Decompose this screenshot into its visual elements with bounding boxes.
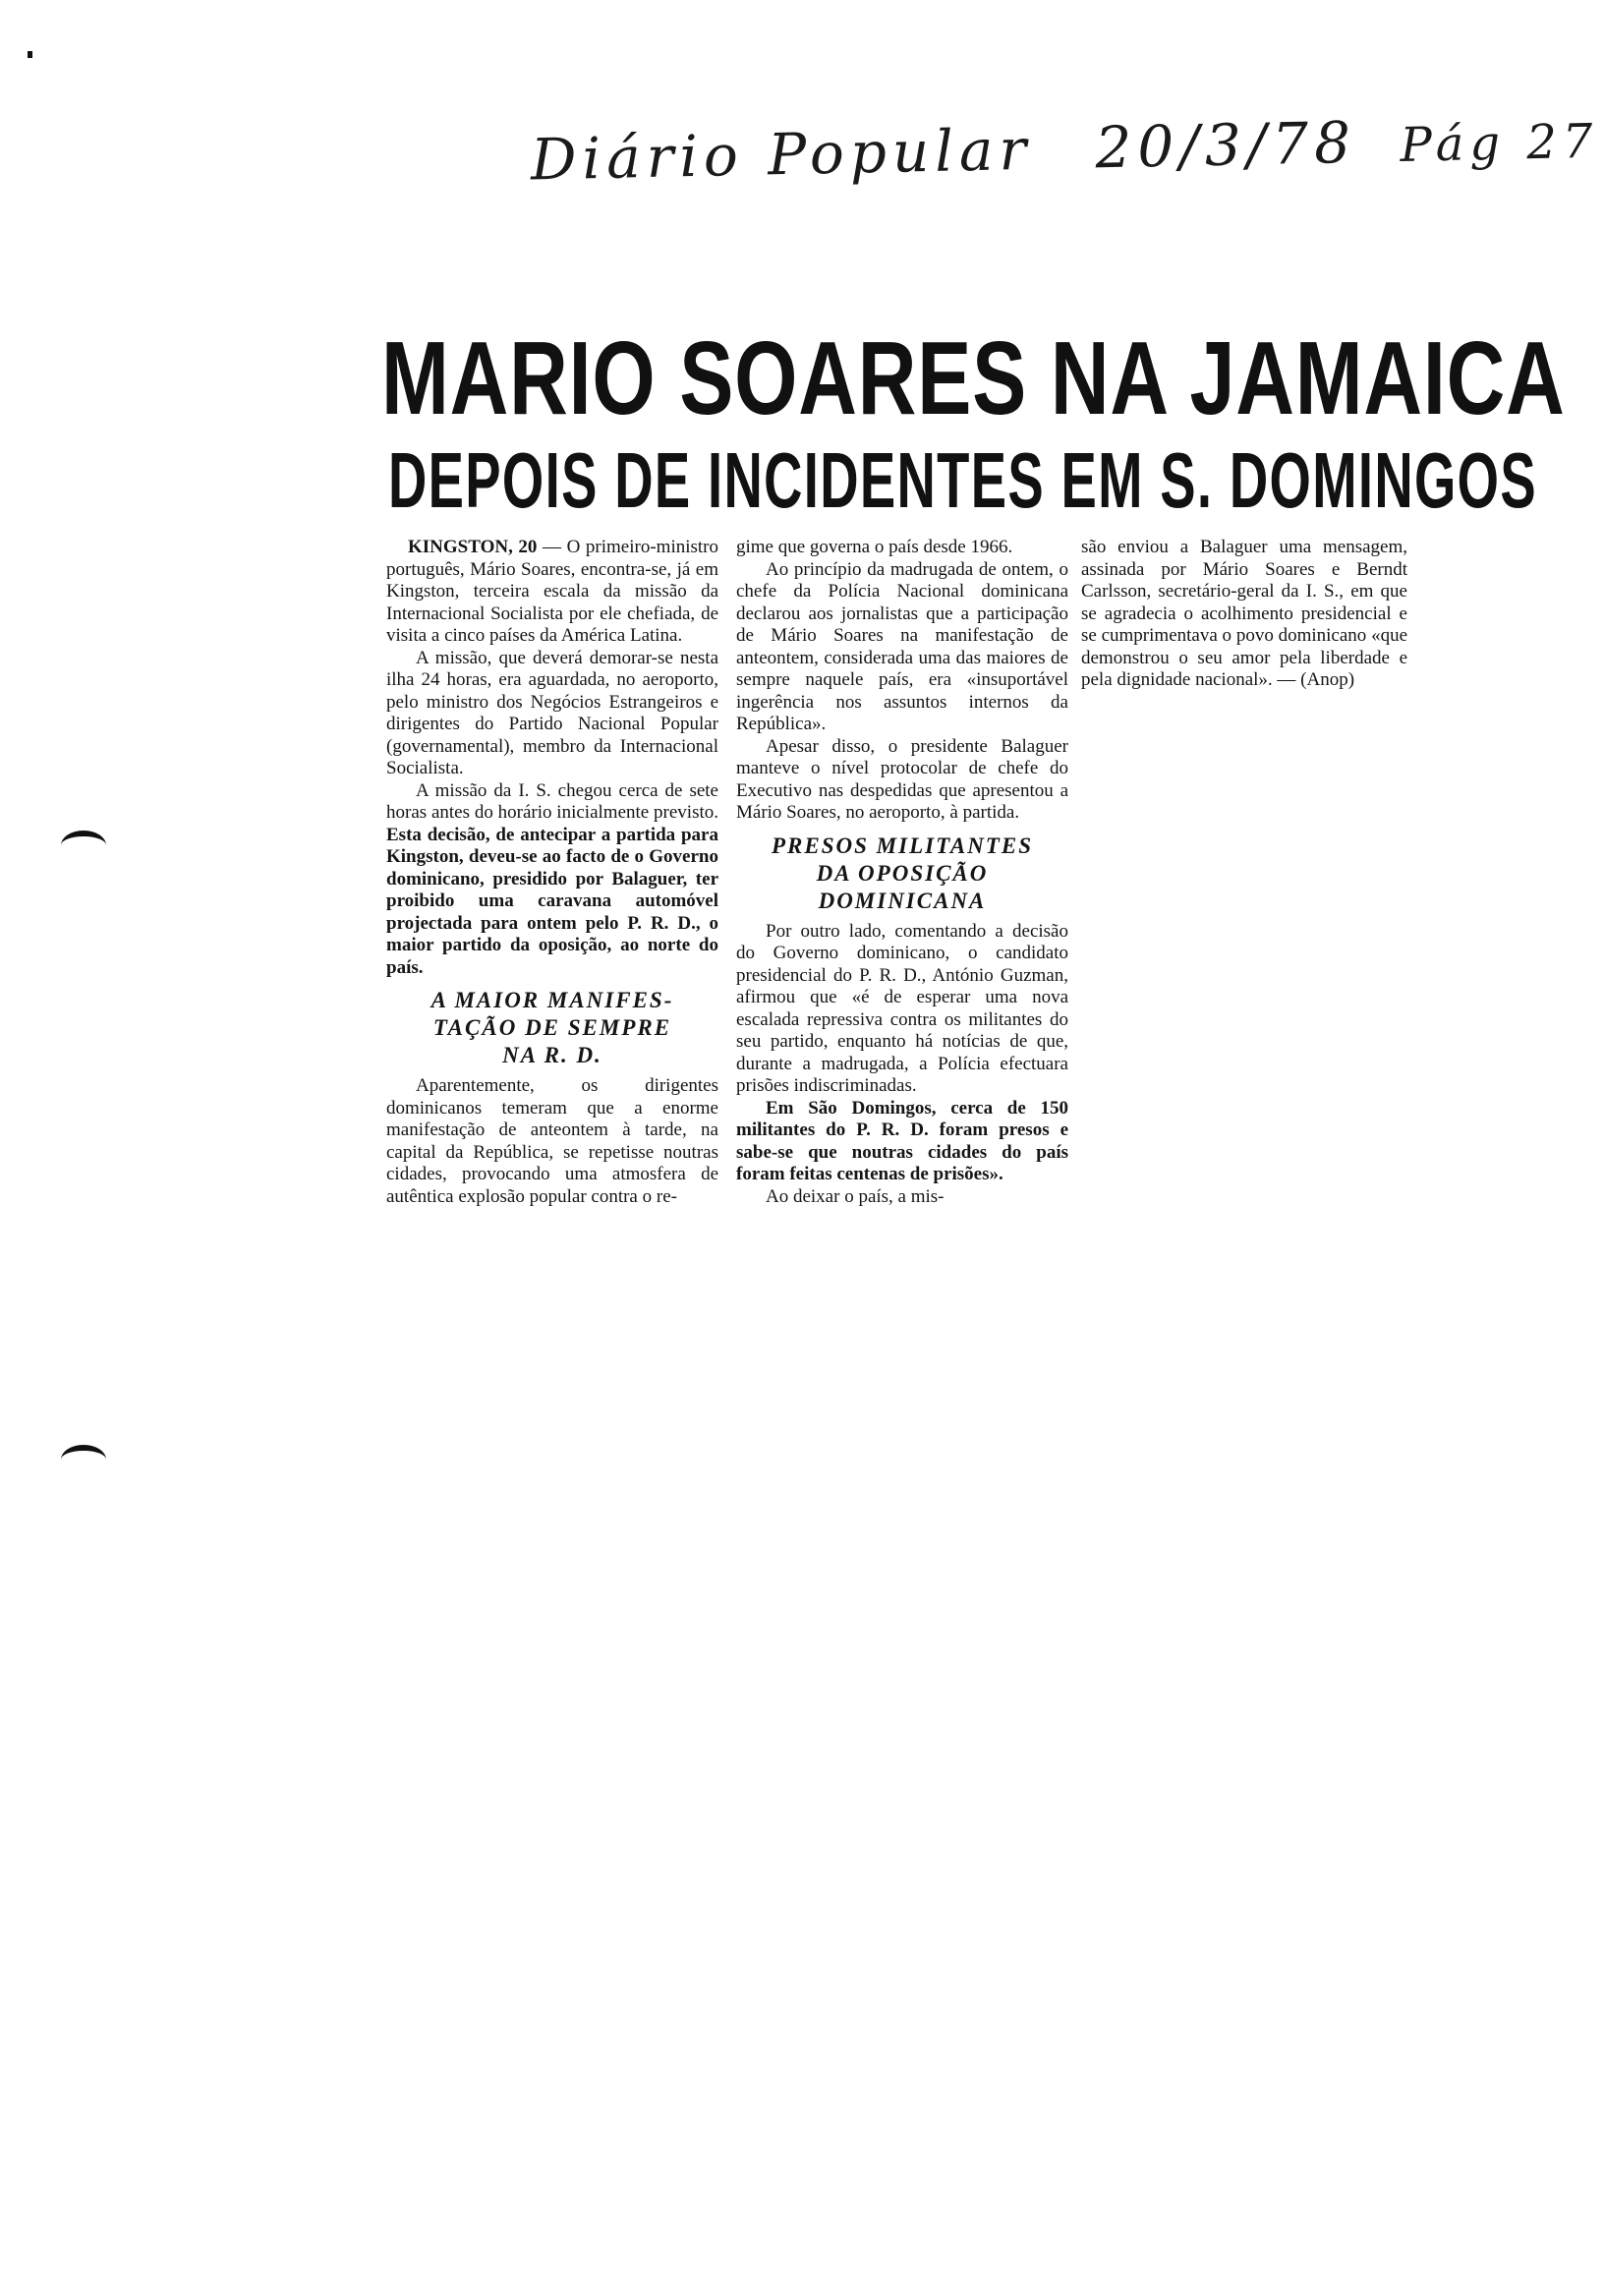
handwritten-annotation bbox=[530, 106, 1599, 205]
handwritten-publication: Diário Popular bbox=[530, 115, 1033, 194]
scan-speck bbox=[28, 51, 32, 58]
handwritten-date: 20/3/78 bbox=[1094, 108, 1357, 182]
crosshead-presos-militantes: PRESOS MILITANTES DA OPOSIÇÃO DOMINICANA bbox=[772, 832, 1033, 913]
paragraph: gime que governa o país desde 1966. bbox=[736, 537, 1013, 557]
paragraph: Em São Domingos, cerca de 150 militantes do P. R. D. foram presos e sabe-se que noutras cidades do país foram feitas centenas de prisões». bbox=[736, 1097, 1068, 1184]
paragraph: A missão, que deverá demorar-se nesta ilha 24 horas, era aguardada, no aeroporto, pelo ministro dos Negócios Estrangeiros e dirigentes do Partido Nacional Popular (governamental), membro da Internacional Socialista. bbox=[386, 647, 718, 778]
article-column-1 bbox=[386, 537, 718, 1208]
paragraph: KINGSTON, 20 — O primeiro-ministro português, Mário Soares, encontra-se, já em Kingston, terceira escala da missão da Internacional Socialista por ele chefiada, de visita a cinco países da América Latina. bbox=[386, 537, 718, 646]
article-headline: MARIO SOARES NA JAMAICA bbox=[381, 320, 1566, 436]
article-column-2 bbox=[736, 537, 1068, 1208]
punch-hole-mark bbox=[61, 1445, 106, 1474]
crosshead-maior-manifestacao: A MAIOR MANIFES- TAÇÃO DE SEMPRE NA R. D. bbox=[430, 988, 674, 1067]
punch-hole-mark bbox=[61, 831, 106, 860]
article-column-3 bbox=[1081, 537, 1407, 692]
paragraph: A missão da I. S. chegou cerca de sete horas antes do horário inicialmente previsto. Esta decisão, de antecipar a partida para Kingston, deveu-se ao facto de o Governo dominicano, presidido por Balaguer, ter proibido uma caravana automóvel projectada para ontem pelo P. R. D., o maior partido da oposição, ao norte do país. bbox=[386, 779, 718, 978]
handwritten-page: Pág 27 bbox=[1399, 113, 1599, 173]
paragraph: Apesar disso, o presidente Balaguer manteve o nível protocolar de chefe do Executivo nas despedidas que apresentou a Mário Soares, no aeroporto, à partida. bbox=[736, 735, 1068, 823]
paragraph: Ao princípio da madrugada de ontem, o chefe da Polícia Nacional dominicana declarou aos jornalistas que a participação de Mário Soares na manifestação de anteontem, considerada uma das maiores de sempre naquele país, era «insuportável ingerência nos assuntos internos da República». bbox=[736, 558, 1068, 734]
paragraph: Aparentemente, os dirigentes dominicanos temeram que a enorme manifestação de anteontem à tarde, na capital da República, se repetisse noutras cidades, provocando uma atmosfera de autêntica explosão popular contra o re- bbox=[386, 1075, 718, 1207]
paragraph: Ao deixar o país, a mis- bbox=[766, 1185, 945, 1207]
paragraph: Por outro lado, comentando a decisão do Governo dominicano, o candidato presidencial do P. R. D., António Guzman, afirmou que «é de esperar uma nova escalada repressiva contra os militantes do seu partido, enquanto há notícias de que, durante a madrugada, a Polícia efectuara prisões indiscriminadas. bbox=[736, 920, 1068, 1096]
paragraph: são enviou a Balaguer uma mensagem, assinada por Mário Soares e Berndt Carlsson, secretário-geral da I. S., em que se agradecia o acolhimento presidencial e se cumprimentava o povo dominicano «que demonstrou o seu amor pela liberdade e pela dignidade nacional». — (Anop) bbox=[1081, 537, 1407, 690]
dateline: KINGSTON, 20 bbox=[408, 537, 538, 557]
article-subheadline: DEPOIS DE INCIDENTES EM S. DOMINGOS bbox=[388, 436, 1537, 524]
